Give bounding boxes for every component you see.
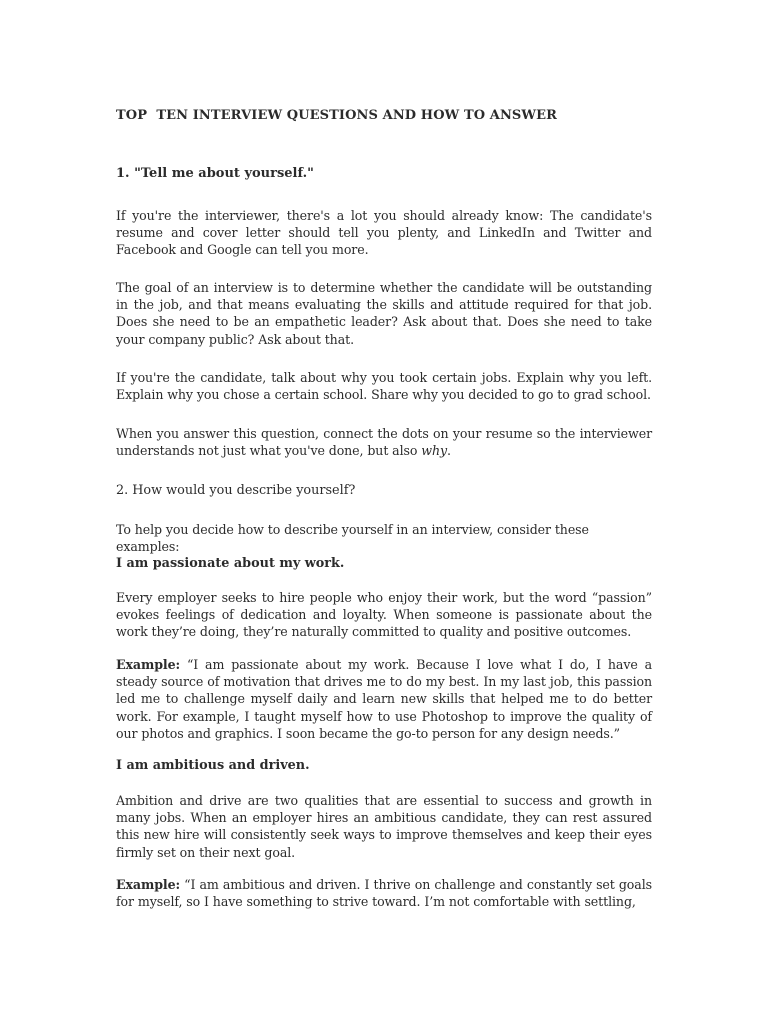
question-1-paragraph-1: If you're the interviewer, there's a lot you should already know: The candidate's resume and cover letter should tell you plenty, and LinkedIn and Twitter and Facebook and Google can tell you more. <box>116 208 652 258</box>
example-text: “I am ambitious and driven. I thrive on challenge and constantly set goals for myself, so I have something to strive toward. I’m not comfortable with settling, <box>116 877 652 910</box>
question-1-paragraph-2: The goal of an interview is to determine whether the candidate will be outstanding in the job, and that means evaluating the skills and attitude required for that job. Does she need to be an empathetic leader? Ask about that. Does she need to take your company public? Ask about that. <box>116 280 652 347</box>
trait-1-example <box>116 656 652 742</box>
example-label: Example: <box>116 877 181 892</box>
example-text: “I am passionate about my work. Because I love what I do, I have a steady source of motivation that drives me to do my best. In my last job, this passion led me to challenge myself daily and learn new skills that helped me to do better work. For example, I taught myself how to use Photoshop to improve the quality of our photos and graphics. I soon became the go-to person for any design needs.” <box>116 657 652 741</box>
question-1-paragraph-3: If you're the candidate, talk about why you took certain jobs. Explain why you left. Explain why you chose a certain school. Share why you decided to go to grad school. <box>116 370 652 403</box>
paragraph-4-emphasis: why <box>421 443 447 459</box>
trait-1-text: Every employer seeks to hire people who enjoy their work, but the word “passion” evokes feelings of dedication and loyalty. When someone is passionate about the work they’re doing, they’re naturally committed to quality and positive outcomes. <box>116 590 652 640</box>
document-title: TOP TEN INTERVIEW QUESTIONS AND HOW TO ANSWER <box>116 108 558 123</box>
question-1-paragraph-4 <box>116 425 652 459</box>
trait-2-text: Ambition and drive are two qualities that are essential to success and growth in many jobs. When an employer hires an ambitious candidate, they can rest assured this new hire will consistently seek ways to improve themselves and keep their eyes firmly set on their next goal. <box>116 793 652 860</box>
trait-2-example <box>116 876 652 910</box>
question-2-heading: 2. How would you describe yourself? <box>116 483 356 498</box>
paragraph-4-text: When you answer this question, connect the dots on your resume so the interviewer understands not just what you've done, but also <box>116 426 652 459</box>
trait-2-heading: I am ambitious and driven. <box>116 758 310 773</box>
example-label: Example: <box>116 657 181 672</box>
paragraph-4-end: . <box>447 443 451 459</box>
question-1-heading: 1. "Tell me about yourself." <box>116 166 314 181</box>
trait-1-heading: I am passionate about my work. <box>116 556 345 571</box>
question-2-intro: To help you decide how to describe yourself in an interview, consider these examples: <box>116 522 589 555</box>
